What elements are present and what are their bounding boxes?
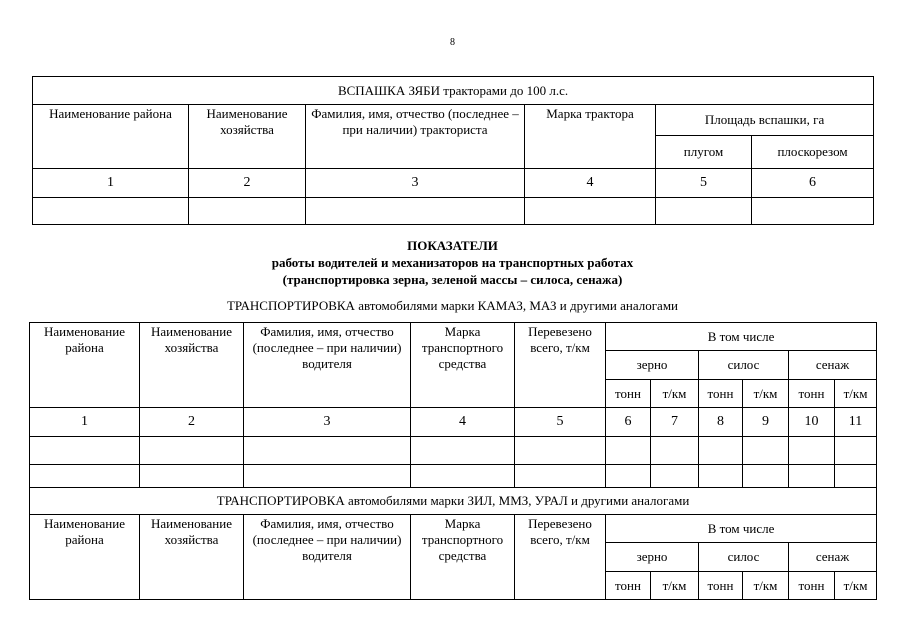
column-number: 4 [525,169,656,198]
entry-cell[interactable] [525,198,656,225]
entry-cell[interactable] [411,437,515,465]
header-farm: Наименование хозяйства [140,515,244,600]
entry-cell[interactable] [515,437,606,465]
header-including: В том числе [606,323,877,351]
column-number: 4 [411,408,515,437]
header-grain: зерно [606,351,699,380]
header-tkm: т/км [743,572,789,600]
header-driver: Фамилия, имя, отчество (последнее – при наличии) водителя [244,323,411,408]
page-number: 8 [450,37,455,48]
header-tons: тонн [789,572,835,600]
header-tons: тонн [699,572,743,600]
header-including: В том числе [606,515,877,543]
header-district: Наименование района [33,105,189,169]
header-tkm: т/км [651,380,699,408]
header-total: Перевезено всего, т/км [515,515,606,600]
header-plough: плугом [656,136,752,169]
header-tkm: т/км [835,380,877,408]
header-area: Площадь вспашки, га [656,105,874,136]
header-district: Наименование района [30,323,140,408]
column-number: 2 [140,408,244,437]
column-number: 5 [515,408,606,437]
header-tons: тонн [606,380,651,408]
header-total: Перевезено всего, т/км [515,323,606,408]
entry-cell[interactable] [699,465,743,488]
entry-cell[interactable] [743,465,789,488]
column-number: 5 [656,169,752,198]
header-tkm: т/км [743,380,789,408]
entry-cell[interactable] [699,437,743,465]
header-tkm: т/км [835,572,877,600]
header-vehicle: Марка транспортного средства [411,323,515,408]
column-number: 9 [743,408,789,437]
header-haylage: сенаж [789,543,877,572]
column-number: 6 [752,169,874,198]
entry-cell[interactable] [140,465,244,488]
header-cultivator: плоскорезом [752,136,874,169]
header-driver: Фамилия, имя, отчество (последнее – при наличии) водителя [244,515,411,600]
column-number: 2 [189,169,306,198]
header-tons: тонн [699,380,743,408]
column-number: 3 [244,408,411,437]
entry-cell[interactable] [835,465,877,488]
entry-cell[interactable] [789,437,835,465]
entry-cell[interactable] [656,198,752,225]
header-tkm: т/км [651,572,699,600]
entry-cell[interactable] [606,437,651,465]
entry-cell[interactable] [30,437,140,465]
entry-cell[interactable] [651,437,699,465]
section-title-kamaz: ТРАНСПОРТИРОВКА автомобилями марки КАМАЗ, МАЗ и другими аналогами [226,298,679,313]
entry-cell[interactable] [140,437,244,465]
transport-table [29,322,877,600]
header-farm: Наименование хозяйства [189,105,306,169]
column-number: 1 [30,408,140,437]
column-number: 8 [699,408,743,437]
ploughing-table-title: ВСПАШКА ЗЯБИ тракторами до 100 л.с. [33,77,874,105]
ploughing-table [32,76,874,225]
column-number: 11 [835,408,877,437]
indicators-line-2: работы водителей и механизаторов на транспортных работах [271,255,634,270]
entry-cell[interactable] [244,437,411,465]
entry-cell[interactable] [743,437,789,465]
header-silage: силос [699,543,789,572]
indicators-heading: ПОКАЗАТЕЛИ [407,238,498,253]
section-title-zil: ТРАНСПОРТИРОВКА автомобилями марки ЗИЛ, ММЗ, УРАЛ и другими аналогами [30,488,877,515]
header-tons: тонн [606,572,651,600]
entry-cell[interactable] [244,465,411,488]
entry-cell[interactable] [606,465,651,488]
entry-cell[interactable] [835,437,877,465]
entry-cell[interactable] [411,465,515,488]
column-number: 10 [789,408,835,437]
column-number: 1 [33,169,189,198]
indicators-line-3: (транспортировка зерна, зеленой массы – силоса, сенажа) [282,272,623,287]
header-district: Наименование района [30,515,140,600]
header-grain: зерно [606,543,699,572]
header-haylage: сенаж [789,351,877,380]
entry-cell[interactable] [189,198,306,225]
entry-cell[interactable] [789,465,835,488]
entry-cell[interactable] [515,465,606,488]
entry-cell[interactable] [30,465,140,488]
header-farm: Наименование хозяйства [140,323,244,408]
column-number: 7 [651,408,699,437]
header-tractor-brand: Марка трактора [525,105,656,169]
column-number: 3 [306,169,525,198]
entry-cell[interactable] [651,465,699,488]
column-number: 6 [606,408,651,437]
header-tractorist: Фамилия, имя, отчество (последнее – при наличии) тракториста [306,105,525,169]
entry-cell[interactable] [306,198,525,225]
header-tons: тонн [789,380,835,408]
header-vehicle: Марка транспортного средства [411,515,515,600]
entry-cell[interactable] [33,198,189,225]
header-silage: силос [699,351,789,380]
entry-cell[interactable] [752,198,874,225]
